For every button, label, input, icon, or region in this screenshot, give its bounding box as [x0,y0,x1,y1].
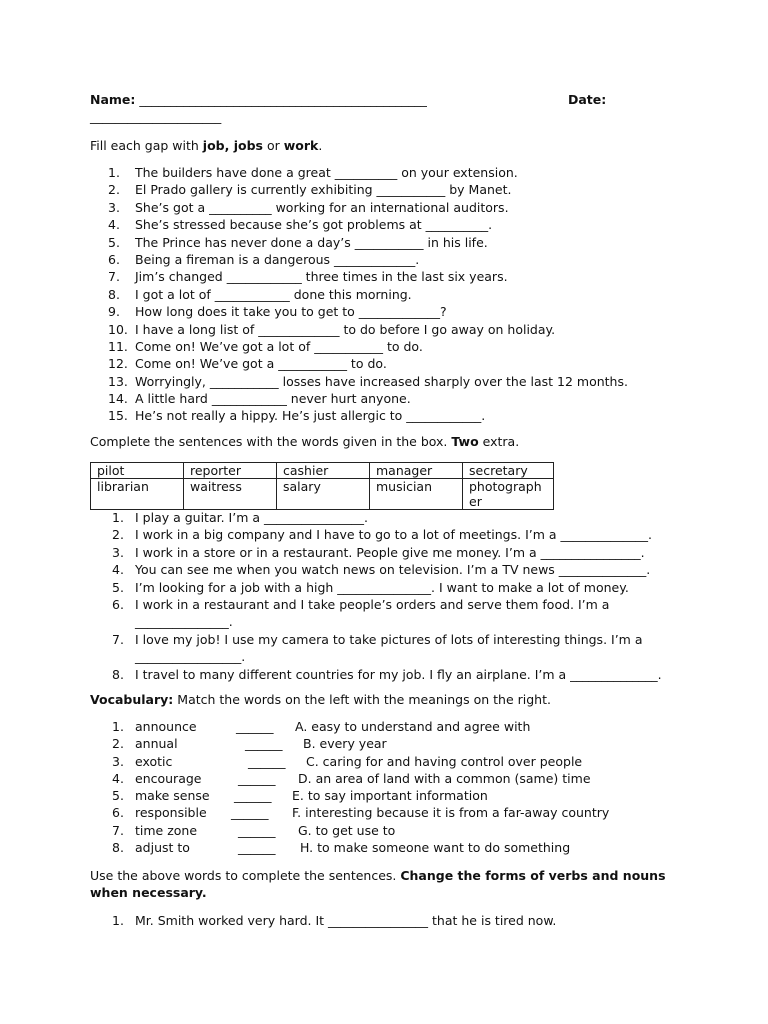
vocab-blank: ______ [236,719,274,734]
instr-text: . [318,138,323,153]
item-text: Come on! We’ve got a lot of ___________ to do. [135,338,423,354]
vocab-blank: ______ [245,736,283,752]
box-cell: secretary [463,463,554,479]
list-item: 12. Come on! We’ve got a ___________ to do. [108,356,387,372]
box-cell: salary [277,479,370,510]
vocab-meaning: D. an area of land with a common (same) time [298,770,591,786]
item-text: El Prado gallery is currently exhibiting ___________ by Manet. [135,182,512,198]
list-item: 1. I play a guitar. I’m a ________________. [112,510,368,525]
list-item: 8. I got a lot of ____________ done this morning. [108,286,412,302]
item-text: I love my job! I use my camera to take pictures of lots of interesting things. I’m a [135,631,643,647]
item-text: Being a fireman is a dangerous _____________. [135,251,420,267]
item-text: Jim’s changed ____________ three times in the last six years. [135,269,508,285]
date-label: Date: [568,92,607,107]
vocab-word: make sense [135,788,210,804]
vocab-row: 3. exotic ______ C. caring for and having control over people [112,753,583,769]
name-blank: ______________________________________________ [139,92,427,107]
instr-bold: work [283,138,319,153]
list-item: 2. I work in a big company and I have to go to a lot of meetings. I’m a ______________. [112,527,652,543]
list-item: 3. She’s got a __________ working for an international auditors. [108,199,509,215]
vocab-meaning: H. to make someone want to do something [300,840,571,856]
vocab-word: encourage [135,770,202,786]
item-text: I work in a store or in a restaurant. People give me money. I’m a ________________. [135,544,645,560]
name-label: Name: [90,92,136,107]
item-text: How long does it take you to get to _____________? [135,304,447,320]
vocab-meaning: C. caring for and having control over people [306,753,583,769]
box-word-part: photograph [469,479,542,494]
item-text: I work in a restaurant and I take people’s orders and serve them food. I’m a [135,596,610,612]
item-text: I have a long list of _____________ to do before I go away on holiday. [135,321,556,337]
section2-list [90,509,668,683]
list-item: 1. The builders have done a great __________ on your extension. [108,165,518,180]
vocab-word: announce [135,719,197,734]
instr-text: extra. [478,434,520,449]
vocab-row: 4. encourage ______ D. an area of land with a common (same) time [112,770,591,786]
list-item: 4. She’s stressed because she’s got problems at __________. [108,217,493,233]
item-text: Mr. Smith worked very hard. It ________________ that he is tired now. [135,913,557,928]
item-text: _______________. [135,614,233,630]
section4-list [90,912,668,929]
box-cell: musician [370,479,463,510]
list-item: 5. The Prince has never done a day’s ___________ in his life. [108,234,488,250]
item-text: Come on! We’ve got a ___________ to do. [135,356,387,372]
section4-instruction-2 [90,884,668,901]
list-item: 5. I’m looking for a job with a high _______________. I want to make a lot of money. [112,579,629,595]
section3-instruction [90,691,668,708]
list-item: 6. I work in a restaurant and I take people’s orders and serve them food. I’m a [112,596,610,612]
instr-bold: job, jobs [202,138,263,153]
item-text: The Prince has never done a day’s ___________ in his life. [135,234,488,250]
vocab-list [90,718,668,856]
item-text: I work in a big company and I have to go to a lot of meetings. I’m a ______________. [135,527,652,543]
vocab-row: 7. time zone ______ G. to get use to [112,822,396,838]
item-text: He’s not really a hippy. He’s just allergic to ____________. [135,408,486,424]
list-item: 3. I work in a store or in a restaurant. People give me money. I’m a ________________. [112,544,645,560]
instr-bold: when necessary. [90,885,207,900]
item-text: I’m looking for a job with a high _______________. I want to make a lot of money. [135,579,629,595]
vocab-blank: ______ [234,788,272,804]
vocab-blank: ______ [238,822,276,838]
vocab-row: 5. make sense ______ E. to say important information [112,788,488,804]
vocab-meaning: G. to get use to [298,822,396,838]
box-cell: pilot [91,463,184,479]
vocab-row: 6. responsible ______ F. interesting because it is from a far-away country [112,805,610,821]
instr-text: Complete the sentences with the words given in the box. [90,434,452,449]
section2-instruction [90,433,668,450]
list-item: 10. I have a long list of _____________ to do before I go away on holiday. [108,321,556,337]
item-text: You can see me when you watch news on television. I’m a TV news ______________. [135,562,651,578]
box-cell: librarian [91,479,184,510]
list-item-continuation [90,648,668,665]
list-item-continuation [90,613,668,630]
vocab-meaning: E. to say important information [292,788,488,804]
box-cell: waitress [184,479,277,510]
date-blank: _____________________ [90,109,222,124]
word-box-row [91,479,554,510]
vocab-row: 2. annual ______ B. every year [112,736,387,752]
list-item: 2. El Prado gallery is currently exhibiting ___________ by Manet. [108,182,512,198]
vocab-row: 1. announce ______ A. easy to understand and agree with [112,719,531,734]
vocab-row: 8. adjust to ______ H. to make someone want to do something [112,840,571,856]
item-text: I play a guitar. I’m a ________________. [135,510,368,525]
instr-text: Fill each gap with [90,138,203,153]
word-box-row [91,463,554,479]
word-box [90,462,554,510]
list-item: 7. I love my job! I use my camera to take pictures of lots of interesting things. I’m a [112,631,643,647]
instr-bold: Two [451,434,479,449]
section1-list [90,164,668,425]
word-box-table [90,462,554,510]
instr-bold: Change the forms of verbs and nouns [400,868,666,883]
list-item: 11. Come on! We’ve got a lot of ___________ to do. [108,338,423,354]
item-text: She’s got a __________ working for an international auditors. [135,199,509,215]
section4-instruction [90,867,688,884]
item-text: The builders have done a great __________ on your extension. [135,165,518,180]
list-item: 14. A little hard ____________ never hurt anyone. [108,391,411,407]
instr-text: Use the above words to complete the sentences. [90,868,401,883]
date-label-wrap [568,91,606,108]
date-blank-line [90,108,668,125]
box-cell: cashier [277,463,370,479]
vocab-word: annual [135,736,178,752]
item-text: She’s stressed because she’s got problems at __________. [135,217,493,233]
list-item: 4. You can see me when you watch news on television. I’m a TV news ______________. [112,562,651,578]
section1-instruction [90,137,668,154]
item-text: A little hard ____________ never hurt anyone. [135,391,411,407]
list-item: 7. Jim’s changed ____________ three times in the last six years. [108,269,508,285]
instr-text: Match the words on the left with the meanings on the right. [173,692,551,707]
list-item: 13. Worryingly, ___________ losses have increased sharply over the last 12 months. [108,373,628,389]
vocab-blank: ______ [248,753,286,769]
vocab-word: adjust to [135,840,190,856]
vocab-word: responsible [135,805,207,821]
item-text: I got a lot of ____________ done this morning. [135,286,412,302]
box-cell: reporter [184,463,277,479]
vocab-word: exotic [135,753,173,769]
box-word-part: er [469,494,482,509]
instr-text: or [262,138,284,153]
item-text: Worryingly, ___________ losses have increased sharply over the last 12 months. [135,373,628,389]
list-item: 8. I travel to many different countries for my job. I fly an airplane. I’m a ______________. [112,666,662,682]
item-text: I travel to many different countries for my job. I fly an airplane. I’m a ______________. [135,666,662,682]
vocab-meaning: F. interesting because it is from a far-away country [292,805,610,821]
box-cell [463,479,554,510]
vocab-blank: ______ [231,805,269,821]
box-cell: manager [370,463,463,479]
vocab-blank: ______ [238,840,276,856]
instr-bold: Vocabulary: [90,692,174,707]
vocab-meaning: B. every year [303,736,387,752]
vocab-word: time zone [135,822,198,838]
list-item: 15. He’s not really a hippy. He’s just allergic to ____________. [108,408,486,424]
list-item: 9. How long does it take you to get to _____________? [108,304,447,320]
item-text: _________________. [135,649,246,665]
vocab-meaning: A. easy to understand and agree with [295,719,531,734]
list-item: 6. Being a fireman is a dangerous _____________. [108,251,420,267]
list-item: 1. Mr. Smith worked very hard. It ________________ that he is tired now. [112,913,557,928]
vocab-blank: ______ [238,770,276,786]
